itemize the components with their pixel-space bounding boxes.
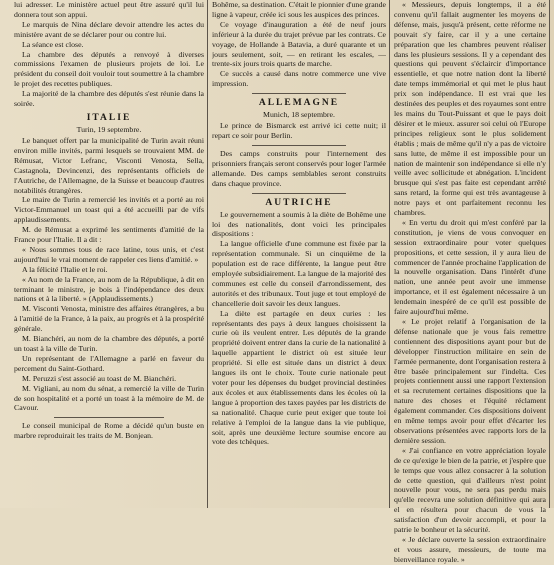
section-heading-italie: ITALIE <box>86 112 132 123</box>
paragraph: Le maire de Turin a remercié les invités et a porté au roi Victor-Emmanuel un toast qui a été accueilli par de vifs applaudissements. <box>14 195 204 225</box>
column-rule <box>549 0 550 508</box>
paragraph: Le gouvernement a soumis à la diète de Bohême une loi des nationalités, dont voici les principales dispositions : <box>212 209 386 239</box>
paragraph: La langue officielle d'une commune est fixée par la représentation communale. Si un cinquième de la population est de race différente, la langue peut être employée subsidiairement. La langue de la majorité des communes est celle du conseil d'arrondissement, des autorités et des tribunaux. Tout juge et tout employé de chancellerie doit savoir les deux langues. <box>212 239 386 308</box>
paragraph: M. Vigliani, au nom du sénat, a remercié la ville de Turin de son hospitalité et a porté un toast à la mémoire de M. de Cavour. <box>14 383 204 413</box>
paragraph: A la félicité l'Italie et le roi. <box>22 264 108 274</box>
paragraph: Le marquis de Nina déclare devoir attendre les actes du ministère avant de se déclarer pour ou contre lui. <box>14 19 204 39</box>
dateline: Turin, 19 septembre. <box>76 124 142 134</box>
paragraph: « Le projet relatif à l'organisation de la défense nationale que je vous fais remettre contiennent des dispositions ayant pour but de développer l'instruction militaire en sein de l'armée permanente, dont l'organisation restera à être basée principalement sur l'indelta. Ces projets contiennent aussi une rapport l'extension et sa recrutement certaines dispositions que la nature des choses et l'équité réclament également commander. Ces dispositions doivent en même temps avoir pour effet d'écarter les observations présentées avec rapports lors de la dernière session. <box>394 317 546 445</box>
paragraph: « En vertu du droit qui m'est conféré par la constitution, je viens de vous convoquer en session extraordinaire pour voter quelques propositions, et cette session, il y aura lieu de commencer de l'année prochaine l'application de la nouvelle organisation. Dans l'intérêt d'une nation, une année peut avoir une immense importance, et il est également nécessaire à un lendemain inespéré de ce qu'il est possible de faire aujourd'hui même. <box>394 217 546 317</box>
paragraph: M. de Rémusat a exprimé les sentiments d'amitié de la France pour l'Italie. Il a dit : <box>14 225 204 245</box>
section-divider <box>252 193 346 194</box>
paragraph: Un représentant de l'Allemagne a parlé en faveur du percement du Saint-Gothard. <box>14 353 204 373</box>
paragraph: M. Bianchéri, au nom de la chambre des députés, a porté un toast à la ville de Turin. <box>14 334 204 353</box>
column-middle <box>212 0 386 447</box>
section-divider <box>252 145 346 146</box>
paragraph: « Au nom de la France, au nom de la République, à dit en terminant le ministre, je bois à l'indépendance des deux nations et à la liberté. » (Applaudissements.) <box>14 274 204 304</box>
column-right <box>394 0 546 565</box>
paragraph: Des camps construits pour l'internement des prisonniers français seront conservés pour loger l'armée allemande. Des camps semblables seront construits dans chaque province. <box>212 148 386 188</box>
paragraph: Ce succès a causé dans notre commerce une vive impression. <box>212 69 386 89</box>
paragraph: La majorité de la chambre des députés s'est réunie dans la soirée. <box>14 89 204 109</box>
column-rule <box>389 0 390 508</box>
paragraph: La séance est close. <box>22 39 84 49</box>
paragraph: « Messieurs, depuis longtemps, il a été convenu qu'il fallait augmenter les moyens de défense, mais, jusqu'à présent, cette réforme ne pouvait s'y faire, car il y a une certaine préparation que les chambres peuvent réaliser dans les plusieurs sessions. Il y a cependant des questions qui peuvent s'éclaircir d'importance essentielle, et que notre nation dont la liberté date temps immémorial et qui met le plus haut prix son indépendance. Il est vrai que les destinées des peuples et des royaumes sont entre les mains du Tout-Puissant et que le pays doit désirer et le mieux. assurer soi celui où l'Europe principes religieux sont le plus solidement établis ; mais de même qu'il n'y a pas de victoire sans lutte, de même il est impossible pour un nation de maintenir son indépendance si elle n'y veille avec sollicitude et abnégation. L'incident brusque qui s'est pas faite est cependant arrêté sans retard, la forme qui est très avantageuse à notre pays et ont parfaitement reconnu les chambres. <box>394 0 546 218</box>
dateline: Munich, 18 septembre. <box>263 110 335 120</box>
paragraph: Ce voyage d'inauguration a été de neuf jours inférieur à la durée du trajet prévue par les contrats. Ce voyage, de Hollande à Batavia, a duré quarante et un jours seulement, soit, — en retirant les escales, — trente-six jours trois quarts de marche. <box>212 19 386 69</box>
section-divider <box>54 417 164 418</box>
paragraph: Le conseil municipal de Rome a décidé qu'un buste en marbre reproduirait les traits de M. Bonjean. <box>14 421 204 441</box>
section-heading-autriche: AUTRICHE <box>265 197 333 208</box>
paragraph: M. Visconti Venosta, ministre des affaires étrangères, a bu à l'amitié de la France, à la paix, au progrès et à la prospérité générale. <box>14 304 204 334</box>
section-divider <box>252 93 346 94</box>
paragraph: La diète est partagée en deux curies : les représentants des pays à deux langues choisissent la curie où ils veulent entrer. Les députés de la grande propriété doivent entrer dans la curie de la nationalité à laquelle appartient le district où est située leur propriété. Si elle est située dans un district à deux langues ils ont le choix. Toute curie nationale peut voter pour les dépenses du budget provincial destinées aux écoles et aux établissements dans les écoles où la langue à proportion des taxes payées par les districts de sa nationalité. Chaque curie peut exiger que toute loi relative à l'emploi de la langue dans la vie publique, soit, après une deuxième lecture soumise encore au vote des tchèques. <box>212 308 386 447</box>
paragraph: « Nous sommes tous de race latine, tous unis, et c'est aujourd'hui le vrai moment de rappeler ces liens d'amitié. » <box>14 244 204 264</box>
paragraph: « J'ai confiance en votre appréciation loyale de ce qu'exige le bien de la patrie, et j'espère que le temps que vous allez consacrer à la solution de cette question, qui d'ailleurs n'est point nouvelle pour vous, ne sera pas perdu mais qu'elle recevra une solution définitive qui aura el en résultera pour chacun de vous la satisfaction d'un devoir accompli, et pour la patrie le bonheur et la sécurité. <box>394 445 546 535</box>
paragraph: lui adresser. Le ministère actuel peut être assuré qu'il lui donnera tout son appui. <box>14 0 204 19</box>
column-left <box>14 0 204 441</box>
section-heading-allemagne: ALLEMAGNE <box>258 98 340 109</box>
paragraph: Le prince de Bismarck est arrivé ici cette nuit; il repart ce soir pour Berlin. <box>212 121 386 141</box>
column-rule <box>207 0 208 508</box>
paragraph: M. Peruzzi s'est associé au toast de M. Bianchéri. <box>22 373 177 383</box>
paragraph: Bohême, sa destination. C'était le pionnier d'une grande ligne à vapeur, créée ici sous les auspices des princes. <box>212 0 386 19</box>
paragraph: La chambre des députés a renvoyé à diverses commissions l'examen de plusieurs projets de loi. Le président du conseil doit vouloir tout soumettre à la chambre le projet des recettes publiques. <box>14 49 204 89</box>
paragraph: Le banquet offert par la municipalité de Turin avait réuni environ mille invités, parmi lesquels se trouvaient MM. de Rémusat, Victor Lefranc, Visconti Venosta, Sella, Castagnola, Devincenzi, des représentants officiels de l'Autriche, de l'Allemagne, de la Suisse et beaucoup d'autres notabilités étrangères. <box>14 135 204 195</box>
paragraph: « Je déclare ouverte la session extraordinaire et vous assure, messieurs, de toute ma bienveillance royale. » <box>394 534 546 564</box>
